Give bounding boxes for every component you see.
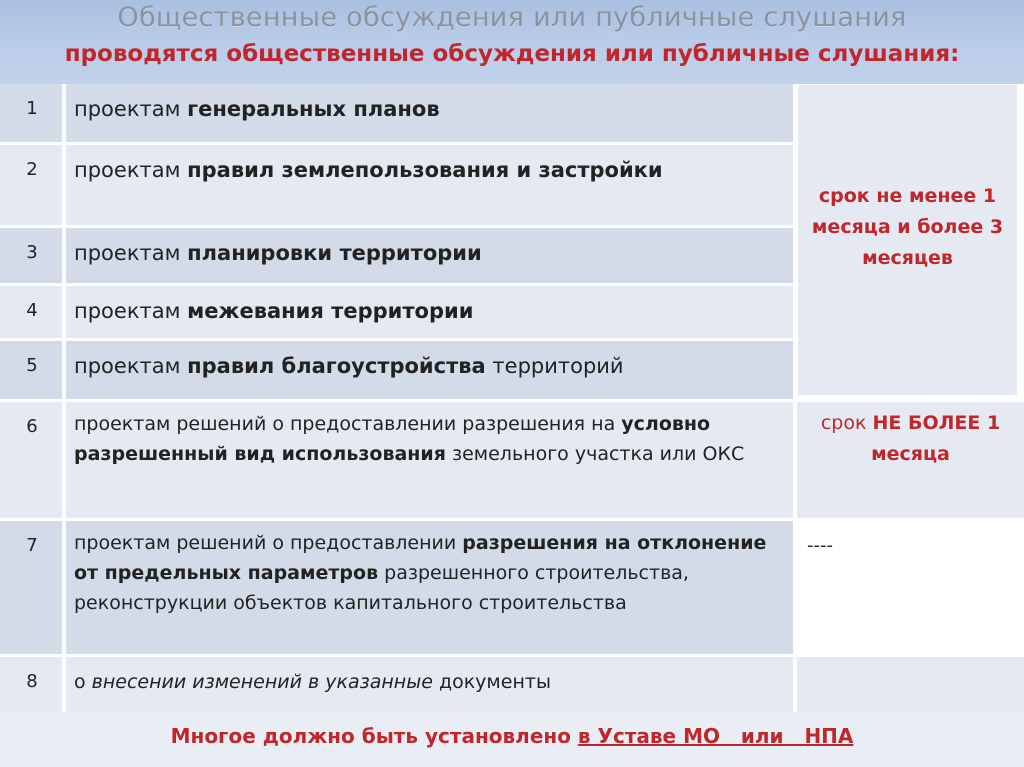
row-number: 5 xyxy=(26,355,38,376)
deadline-text: срок НЕ БОЛЕЕ 1 месяца xyxy=(820,412,1001,465)
deadline-cell xyxy=(795,657,1024,712)
table-row xyxy=(0,521,1024,654)
table-row xyxy=(0,402,1024,518)
row-text: проектам правил землепользования и застройки xyxy=(74,158,663,182)
footer-note: Многое должно быть установлено в Уставе МО или НПА xyxy=(170,724,854,748)
deadline-dash: ---- xyxy=(807,535,833,556)
slide-title: Общественные обсуждения или публичные слушания xyxy=(117,2,907,33)
slide-header xyxy=(0,0,1024,84)
deadline-cell-merged xyxy=(795,84,1024,396)
deadline-text: срок не менее 1 месяца и более 3 месяцев xyxy=(811,185,1004,269)
row-text: проектам решений о предоставлении разрешения на условно разрешенный вид использования земельного участка или ОКС xyxy=(74,413,745,465)
row-text: о внесении изменений в указанные документы xyxy=(74,671,551,693)
row-text: проектам решений о предоставлении разрешения на отклонение от предельных параметров разрешенного строительства, реконструкции объектов капитального строительства xyxy=(74,532,767,614)
row-number: 3 xyxy=(26,242,38,263)
row-text: проектам планировки территории xyxy=(74,241,482,265)
row-number: 4 xyxy=(26,300,38,321)
deadline-cell xyxy=(795,402,1024,518)
slide-subtitle: проводятся общественные обсуждения или публичные слушания: xyxy=(64,41,960,67)
row-text: проектам межевания территории xyxy=(74,299,474,323)
row-number: 2 xyxy=(26,159,38,180)
row-text: проектам генеральных планов xyxy=(74,97,440,121)
row-number: 7 xyxy=(26,535,38,556)
row-text: проектам правил благоустройства территорий xyxy=(74,354,624,378)
table-row xyxy=(0,657,1024,712)
row-number: 8 xyxy=(26,671,38,692)
row-number: 6 xyxy=(26,416,38,437)
slide-footer xyxy=(0,712,1024,767)
deadline-cell xyxy=(795,521,1024,654)
row-number: 1 xyxy=(26,98,38,119)
